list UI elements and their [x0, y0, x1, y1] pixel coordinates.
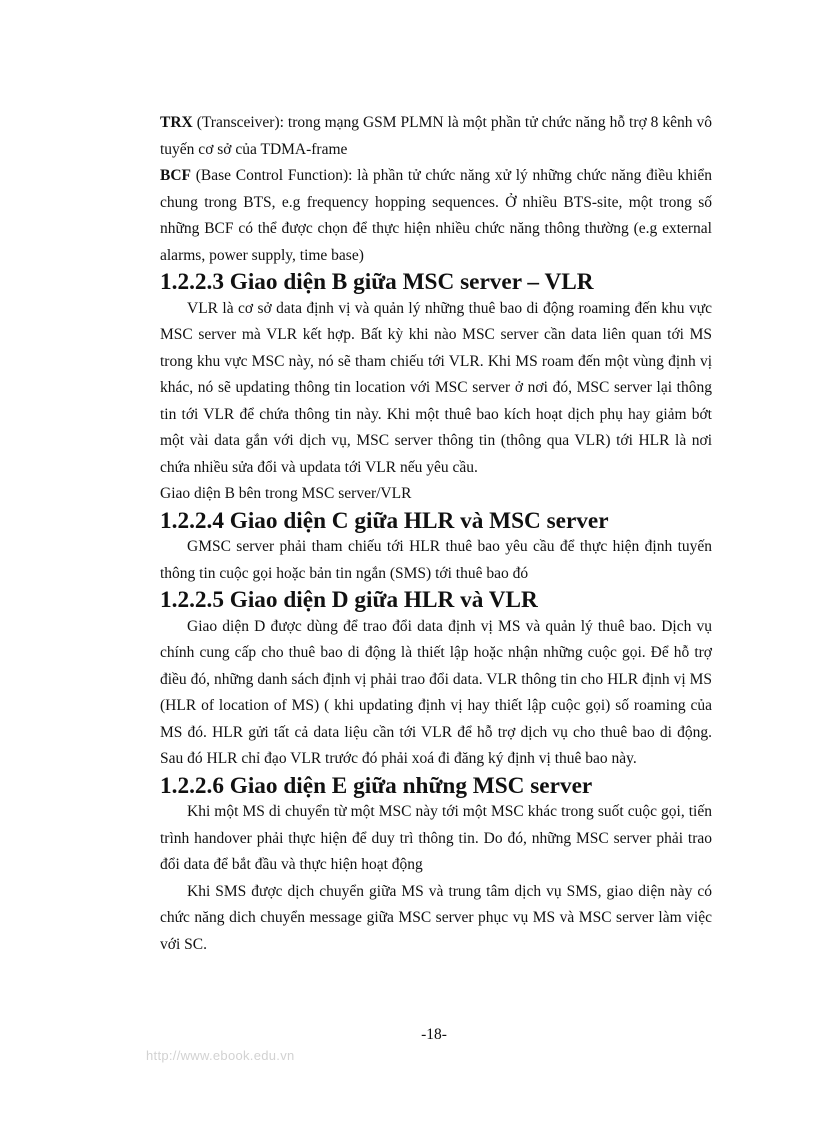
section-e-paragraph-2: Khi SMS được dịch chuyển giữa MS và trung tâm dịch vụ SMS, giao diện này có chức năng dich chuyển message giữa MSC server phục vụ MS và MSC server làm việc với SC. [160, 882, 712, 953]
bcf-term: BCF [160, 167, 191, 184]
trx-term: TRX [160, 114, 193, 131]
document-body [160, 110, 712, 958]
section-d-heading: 1.2.2.5 Giao diện D giữa HLR và VLR [160, 587, 538, 613]
watermark-url: http://www.ebook.edu.vn [146, 1048, 295, 1063]
section-b-paragraph: VLR là cơ sở data định vị và quản lý những thuê bao di động roaming đến khu vực MSC server mà VLR kết hợp. Bất kỳ khi nào MSC server cần data liên quan tới MS trong khu vực MSC này, nó sẽ tham chiếu tới VLR. Khi MS roam đến một vùng định vị khác, nó sẽ updating thông tin location với MSC server ở nơi đó, MSC server lại thông tin tới VLR để chứa thông tin này. Khi một thuê bao kích hoạt dịch phụ hay giảm bớt một vài data gắn với dịch vụ, MSC server thông tin (thông qua VLR) tới HLR là nơi chứa nhiều sửa đổi và updata tới VLR nếu yêu cầu. [160, 299, 712, 476]
trx-paragraph [160, 110, 712, 163]
section-e-paragraph-1: Khi một MS di chuyển từ một MSC này tới một MSC khác trong suốt cuộc gọi, tiến trình handover phải thực hiện để duy trì thông tin. Do đó, những MSC server phải trao đổi data để bắt đầu và thực hiện hoạt động [160, 803, 712, 873]
trx-definition: (Transceiver): trong mạng GSM PLMN là một phần tử chức năng hỗ trợ 8 kênh vô tuyến cơ sở của TDMA-frame [160, 114, 712, 158]
section-b-heading: 1.2.2.3 Giao diện B giữa MSC server – VLR [160, 269, 594, 295]
section-b-note: Giao diện B bên trong MSC server/VLR [160, 485, 412, 502]
section-d-paragraph: Giao diện D được dùng để trao đổi data định vị MS và quản lý thuê bao. Dịch vụ chính cung cấp cho thuê bao di động là thiết lập hoặc nhận những cuộc gọi. Để hỗ trợ điều đó, những danh sách định vị phải trao đổi data. VLR thông tin cho HLR định vị MS (HLR of location of MS) ( khi updating định vị hay thiết lập cuộc gọi) số roaming của MS đó. HLR gửi tất cả data liệu cần tới VLR để hỗ trợ dịch vụ cho thuê bao di động. Sau đó HLR chỉ đạo VLR trước đó phải xoá đi đăng ký định vị thuê bao này. [160, 617, 712, 767]
bcf-paragraph [160, 163, 712, 269]
bcf-definition: (Base Control Function): là phần tử chức năng xử lý những chức năng điều khiển chung trong BTS, e.g frequency hopping sequences. Ở nhiều BTS-site, một trong số những BCF có thể được chọn để thực hiện nhiều chức năng thông thường (e.g external alarms, power supply, time base) [160, 167, 712, 264]
section-c-heading: 1.2.2.4 Giao diện C giữa HLR và MSC server [160, 507, 609, 534]
page-number: -18- [421, 1026, 447, 1043]
section-e-heading: 1.2.2.6 Giao diện E giữa những MSC server [160, 772, 593, 799]
section-c-paragraph: GMSC server phải tham chiếu tới HLR thuê bao yêu cầu để thực hiện định tuyến thông tin cuộc gọi hoặc bản tin ngắn (SMS) tới thuê bao đó [160, 538, 712, 582]
